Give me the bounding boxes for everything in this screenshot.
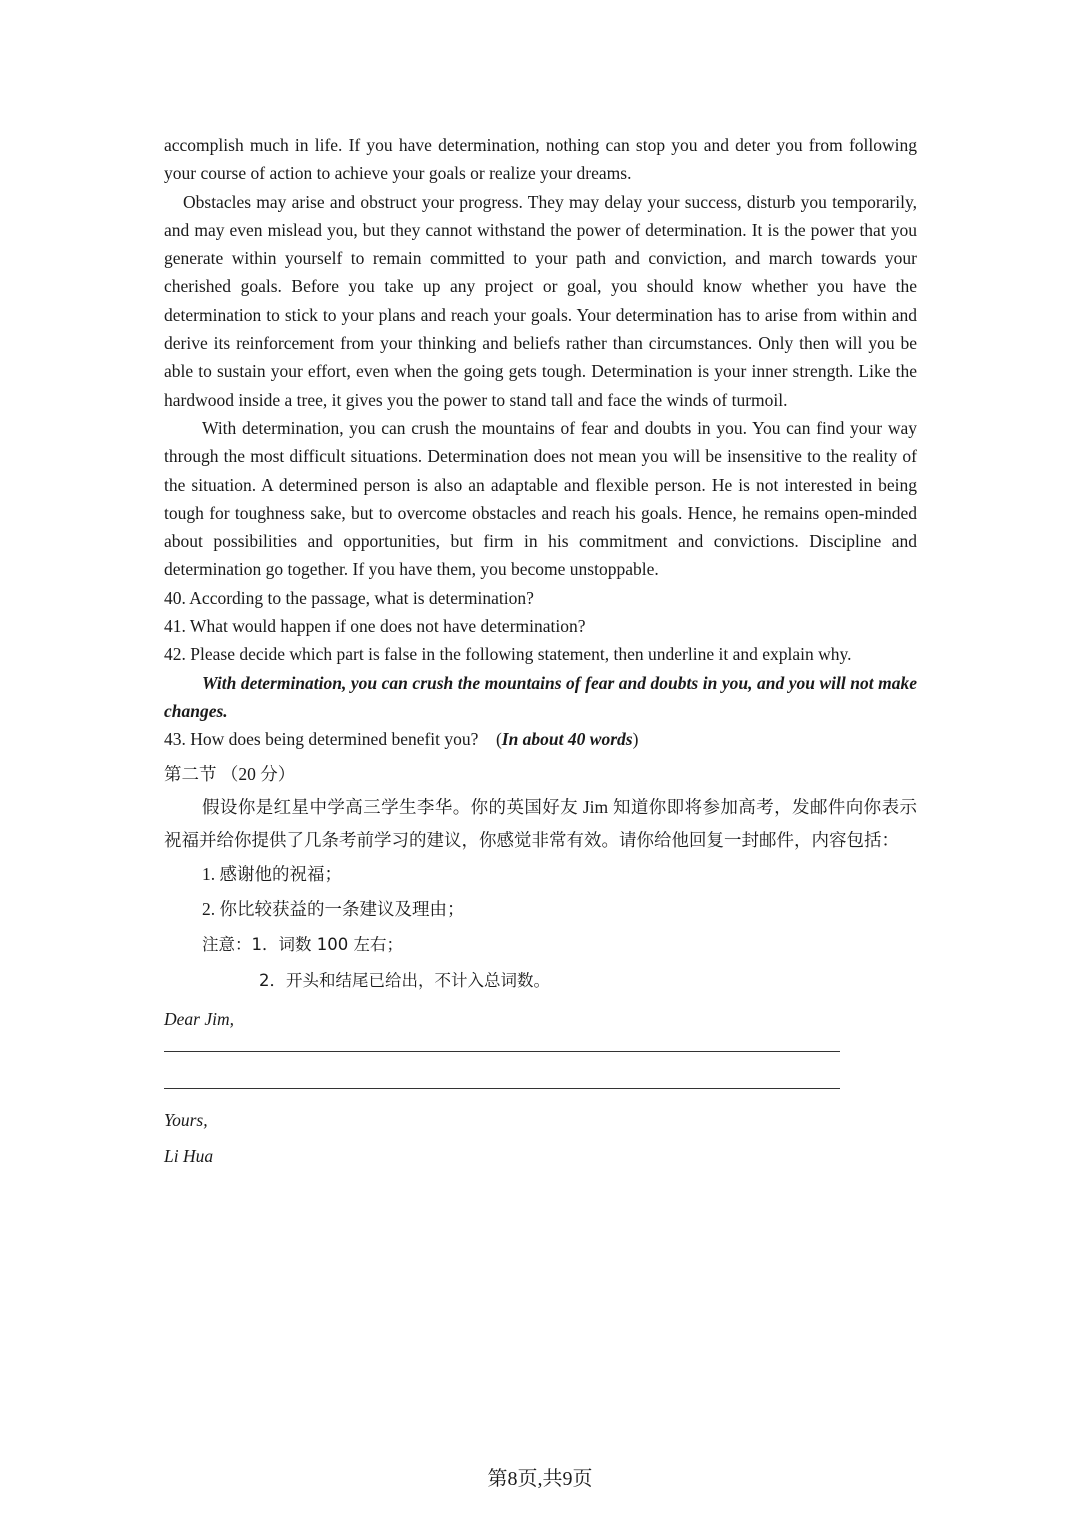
question-40: 40. According to the passage, what is determination?	[164, 587, 534, 608]
question-41: 41. What would happen if one does not have determination?	[164, 616, 586, 637]
question-42: 42. Please decide which part is false in the following statement, then underline it and explain why.	[164, 644, 852, 665]
passage-paragraph-2: Obstacles may arise and obstruct your progress. They may delay your success, disturb you temporarily, and may even mislead you, but they cannot withstand the power of determination. It is the power that you generate within yourself to remain committed to your path and conviction, and march towards your cherished goals. Before you take up any project or goal, you should know whether you have the determination to stick to your plans and reach your goals. Your determination has to arise from within and derive its reinforcement from your thinking and beliefs rather than circumstances. Only then will you be able to sustain your effort, even when the going gets tough. Determination is your inner strength. Like the hardwood inside a tree, it gives you the power to stand tall and face the winds of turmoil.	[164, 191, 917, 410]
answer-line-1	[164, 1051, 840, 1052]
passage-paragraph-1: accomplish much in life. If you have determination, nothing can stop you and deter you from following your course of action to achieve your goals or realize your dreams.	[164, 135, 917, 184]
question-43-hint-close: )	[632, 729, 639, 750]
question-43-hint: In about 40 words	[501, 729, 633, 750]
question-43-hint-open: (	[495, 729, 502, 750]
section-heading: 第二节 （20 分）	[164, 763, 296, 784]
answer-line-2	[164, 1088, 840, 1089]
question-42-statement: With determination, you can crush the mountains of fear and doubts in you, and you will not make changes.	[164, 672, 917, 721]
passage-paragraph-3: With determination, you can crush the mountains of fear and doubts in you. You can find your way through the most difficult situations. Determination does not mean you will be insensitive to the reality of the situation. A determined person is also an adaptable and flexible person. He is not interested in being tough for toughness sake, but to overcome obstacles and reach his goals. Hence, he remains open-minded about possibilities and opportunities, but firm in his commitment and convictions. Discipline and determination go together. If you have them, you become unstoppable.	[164, 417, 917, 580]
question-43	[164, 725, 917, 753]
letter-closing: Yours,	[164, 1109, 208, 1130]
page-content	[164, 131, 917, 1170]
writing-item-2: 2. 你比较获益的一条建议及理由；	[202, 898, 465, 919]
question-43-text: 43. How does being determined benefit you?	[164, 729, 479, 750]
writing-prompt: 假设你是红星中学高三学生李华。你的英国好友 Jim 知道你即将参加高考，发邮件向你表示祝福并给你提供了几条考前学习的建议，你感觉非常有效。请你给他回复一封邮件，内容包括：	[164, 796, 917, 850]
letter-signature: Li Hua	[164, 1145, 214, 1166]
writing-note-2: 2．开头和结尾已给出，不计入总词数。	[259, 970, 550, 990]
page-number: 第8页,共9页	[487, 1468, 593, 1490]
writing-note-1: 注意：1．词数 100 左右；	[202, 934, 403, 954]
writing-item-1: 1. 感谢他的祝福；	[202, 863, 342, 884]
letter-salutation: Dear Jim,	[164, 1008, 234, 1029]
